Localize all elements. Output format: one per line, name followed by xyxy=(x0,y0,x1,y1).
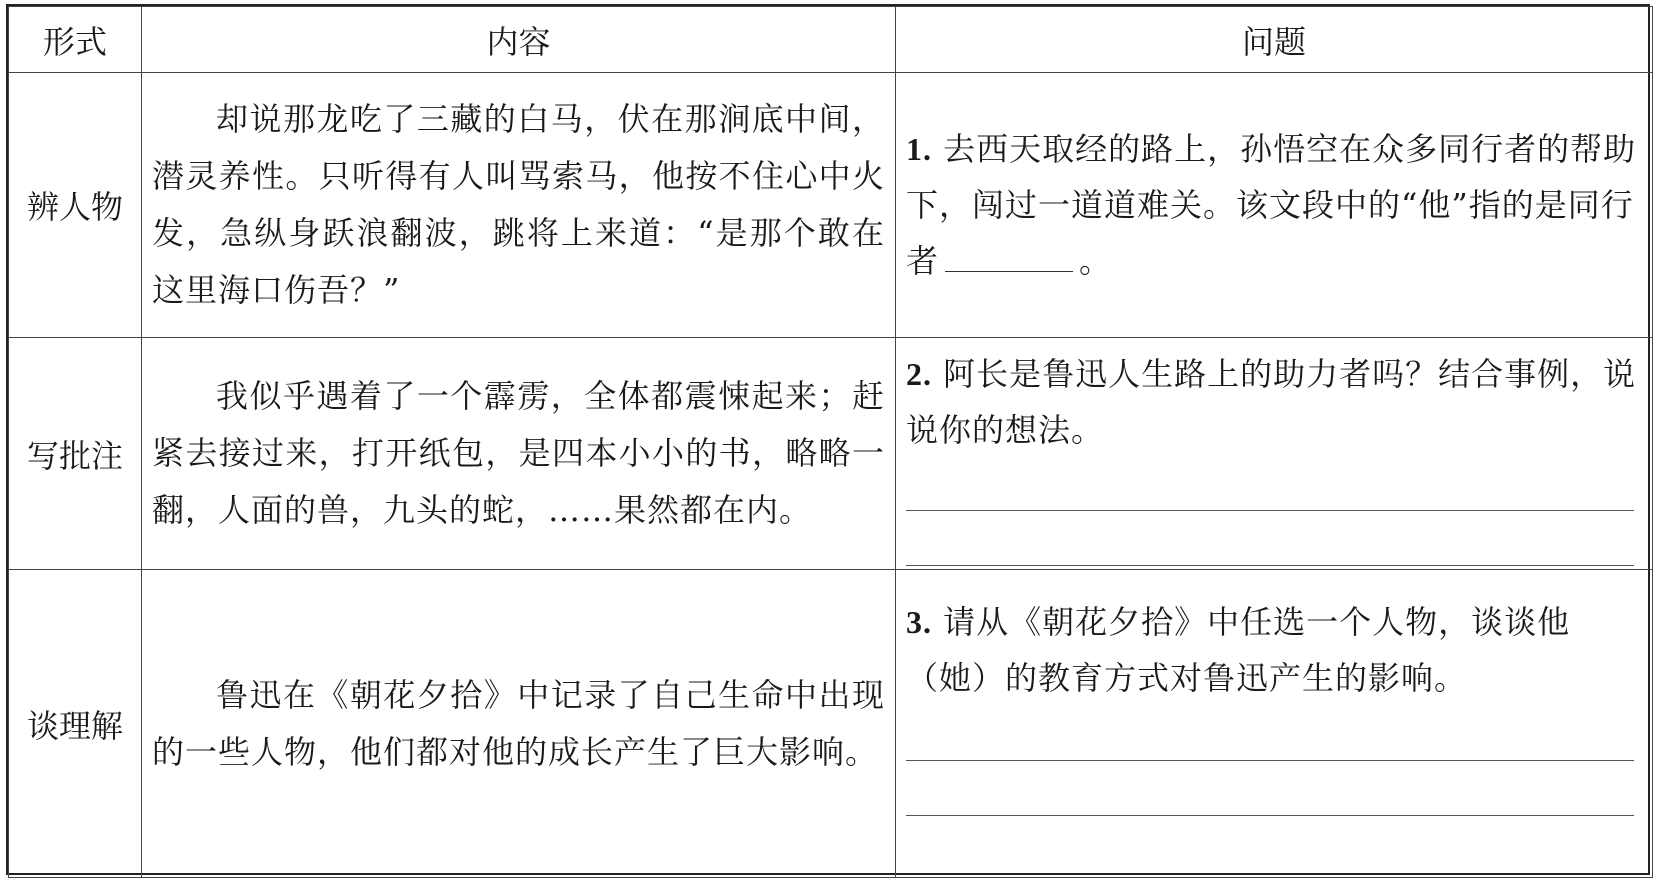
content-cell xyxy=(142,570,896,878)
content-cell xyxy=(142,338,896,570)
table-row xyxy=(9,73,1653,338)
content-text: 却说那龙吃了三藏的白马，伏在那涧底中间，潜灵养性。只听得有人叫骂索马，他按不住心中火发，急纵身跃浪翻波，跳将上来道：“是那个敢在这里海口伤吾？” xyxy=(152,100,885,309)
table-row xyxy=(9,338,1653,570)
question-cell xyxy=(896,570,1653,878)
question-text xyxy=(906,121,1640,289)
question-tail: 。 xyxy=(1079,242,1113,280)
question-number: 2. xyxy=(906,356,932,392)
question-body: 阿长是鲁迅人生路上的助力者吗？结合事例，说说你的想法。 xyxy=(906,355,1637,449)
question-number: 3. xyxy=(906,604,932,640)
reading-table xyxy=(8,6,1653,878)
worksheet xyxy=(6,4,1650,875)
header-content: 内容 xyxy=(142,7,896,73)
content-cell xyxy=(142,73,896,338)
question-cell xyxy=(896,73,1653,338)
answer-line[interactable] xyxy=(906,760,1634,761)
question-body: 请从《朝花夕拾》中任选一个人物，谈谈他（她）的教育方式对鲁迅产生的影响。 xyxy=(906,603,1571,697)
question-body: 去西天取经的路上，孙悟空在众多同行者的帮助下，闯过一道道难关。该文段中的“他”指的是同行者 xyxy=(906,130,1637,280)
content-text: 鲁迅在《朝花夕拾》中记录了自己生命中出现的一些人物，他们都对他的成长产生了巨大影响。 xyxy=(152,675,885,771)
form-label: 辨人物 xyxy=(9,73,142,338)
table-row xyxy=(9,570,1653,878)
answer-line[interactable] xyxy=(906,510,1634,511)
question-number: 1. xyxy=(906,131,932,167)
question-text xyxy=(906,594,1640,706)
header-row xyxy=(9,7,1653,73)
header-question: 问题 xyxy=(896,7,1653,73)
content-text: 我似乎遇着了一个霹雳，全体都震悚起来；赶紧去接过来，打开纸包，是四本小小的书，略略一翻，人面的兽，九头的蛇，……果然都在内。 xyxy=(152,377,885,529)
answer-line[interactable] xyxy=(906,815,1634,816)
header-form: 形式 xyxy=(9,7,142,73)
question-cell xyxy=(896,338,1653,570)
form-label: 写批注 xyxy=(9,338,142,570)
answer-blank[interactable] xyxy=(945,241,1073,272)
question-text xyxy=(906,346,1640,458)
form-label: 谈理解 xyxy=(9,570,142,878)
answer-line[interactable] xyxy=(906,565,1634,566)
